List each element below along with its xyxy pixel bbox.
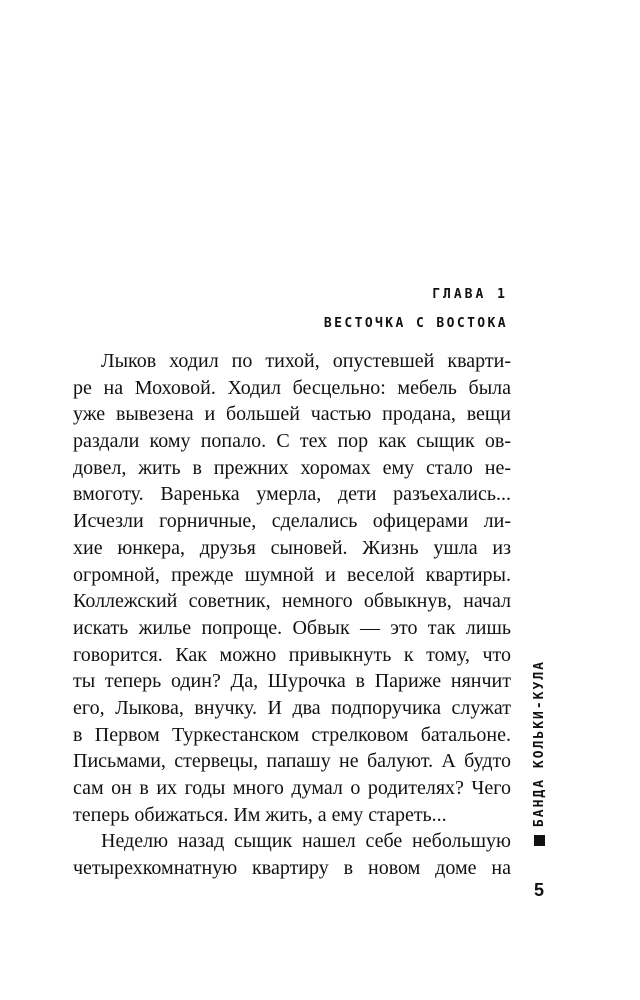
- text-line: Письмами, стервецы, папашу не балуют. А будто: [73, 750, 511, 773]
- text-line: Лыков ходил по тихой, опустевшей кварти-: [101, 350, 511, 372]
- text-line: вмоготу. Варенька умерла, дети разъехались...: [73, 483, 511, 506]
- text-line: говорится. Как можно привыкнуть к тому, что: [73, 643, 511, 666]
- chapter-number: ГЛАВА 1: [432, 287, 508, 302]
- text-line: огромной, прежде шумной и веселой квартиры.: [73, 563, 511, 586]
- running-header-title: БАНДА КОЛЬКИ-КУЛА: [531, 660, 547, 828]
- square-marker-icon: [534, 835, 545, 846]
- text-line: уже вывезена и большей частью продана, вещи: [73, 403, 511, 426]
- text-line: его, Лыкова, внучку. И два подпоручика служат: [73, 696, 511, 719]
- text-line: Неделю назад сыщик нашел себе небольшую: [101, 830, 511, 853]
- text-line: искать жилье попроще. Обвык — это так лишь: [73, 616, 511, 639]
- text-line: ре на Моховой. Ходил бесцельно: мебель была: [73, 376, 511, 399]
- chapter-title: ВЕСТОЧКА С ВОСТОКА: [323, 316, 508, 331]
- text-line: довел, жить в прежних хоромах ему стало не-: [73, 456, 511, 479]
- text-line: четырехкомнатную квартиру в новом доме на: [73, 857, 511, 880]
- page-number: 5: [533, 880, 544, 900]
- text-line: хие юнкера, друзья сыновей. Жизнь ушла из: [73, 536, 511, 559]
- text-line: сам он в их годы много думал о родителях? Чего: [73, 777, 511, 799]
- text-line: Исчезли горничные, сделались офицерами ли-: [73, 510, 511, 533]
- text-line: теперь обижаться. Им жить, а ему стареть...: [73, 803, 447, 826]
- text-line: раздали кому попало. С тех пор как сыщик ов-: [73, 430, 511, 453]
- text-line: Коллежский советник, немного обвыкнув, начал: [73, 590, 511, 613]
- text-line: в Первом Туркестанском стрелковом батальоне.: [73, 723, 511, 746]
- running-header: [524, 660, 554, 860]
- text-line: ты теперь один? Да, Шурочка в Париже нянчит: [73, 670, 511, 693]
- body-text: [73, 348, 511, 882]
